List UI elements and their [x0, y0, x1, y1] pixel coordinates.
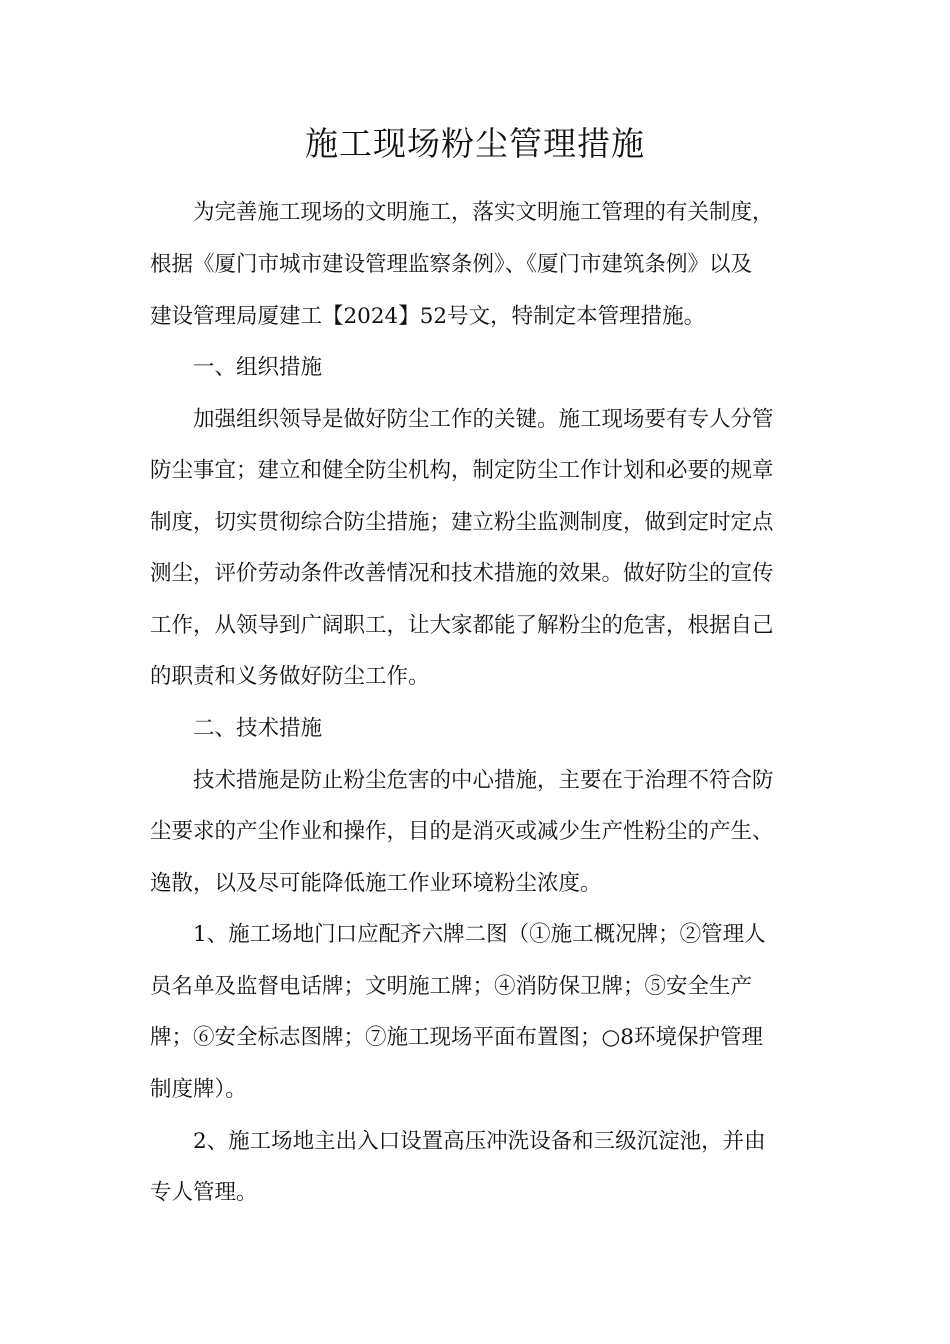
- paragraph-line: 测尘，评价劳动条件改善情况和技术措施的效果。做好防尘的宣传: [150, 561, 774, 586]
- paragraph-line: 技术措施是防止粉尘危害的中心措施，主要在于治理不符合防: [193, 768, 774, 793]
- list-item-line: 专人管理。: [150, 1180, 258, 1205]
- paragraph-line: 建设管理局厦建工【2024】52号文，特制定本管理措施。: [150, 304, 706, 329]
- list-item-line: 1、施工场地门口应配齐六牌二图（①施工概况牌；②管理人: [193, 922, 766, 947]
- list-item-line: 制度牌）。: [150, 1077, 247, 1102]
- paragraph-line: 为完善施工现场的文明施工，落实文明施工管理的有关制度，: [193, 200, 774, 225]
- section-heading: 二、技术措施: [193, 716, 323, 741]
- document-title: 施工现场粉尘管理措施: [305, 124, 645, 163]
- paragraph-line: 加强组织领导是做好防尘工作的关键。施工现场要有专人分管: [193, 407, 774, 432]
- paragraph-line: 制度，切实贯彻综合防尘措施；建立粉尘监测制度，做到定时定点: [150, 510, 774, 535]
- list-item-line: 2、施工场地主出入口设置高压冲洗设备和三级沉淀池，并由: [193, 1129, 766, 1154]
- paragraph-line: 根据《厦门市城市建设管理监察条例》、《厦门市建筑条例》以及: [150, 252, 753, 277]
- paragraph-line: 逸散，以及尽可能降低施工作业环境粉尘浓度。: [150, 871, 602, 896]
- section-heading: 一、组织措施: [193, 355, 323, 380]
- list-item-line: 员名单及监督电话牌；文明施工牌；④消防保卫牌；⑤安全生产: [150, 974, 753, 999]
- paragraph-line: 防尘事宜；建立和健全防尘机构，制定防尘工作计划和必要的规章: [150, 458, 774, 483]
- paragraph-line: 的职责和义务做好防尘工作。: [150, 664, 430, 689]
- paragraph-line: 尘要求的产尘作业和操作，目的是消灭或减少生产性粉尘的产生、: [150, 819, 774, 844]
- list-item-line: 牌；⑥安全标志图牌；⑦施工现场平面布置图；○8环境保护管理: [150, 1025, 763, 1050]
- paragraph-line: 工作，从领导到广阔职工，让大家都能了解粉尘的危害，根据自己: [150, 613, 774, 638]
